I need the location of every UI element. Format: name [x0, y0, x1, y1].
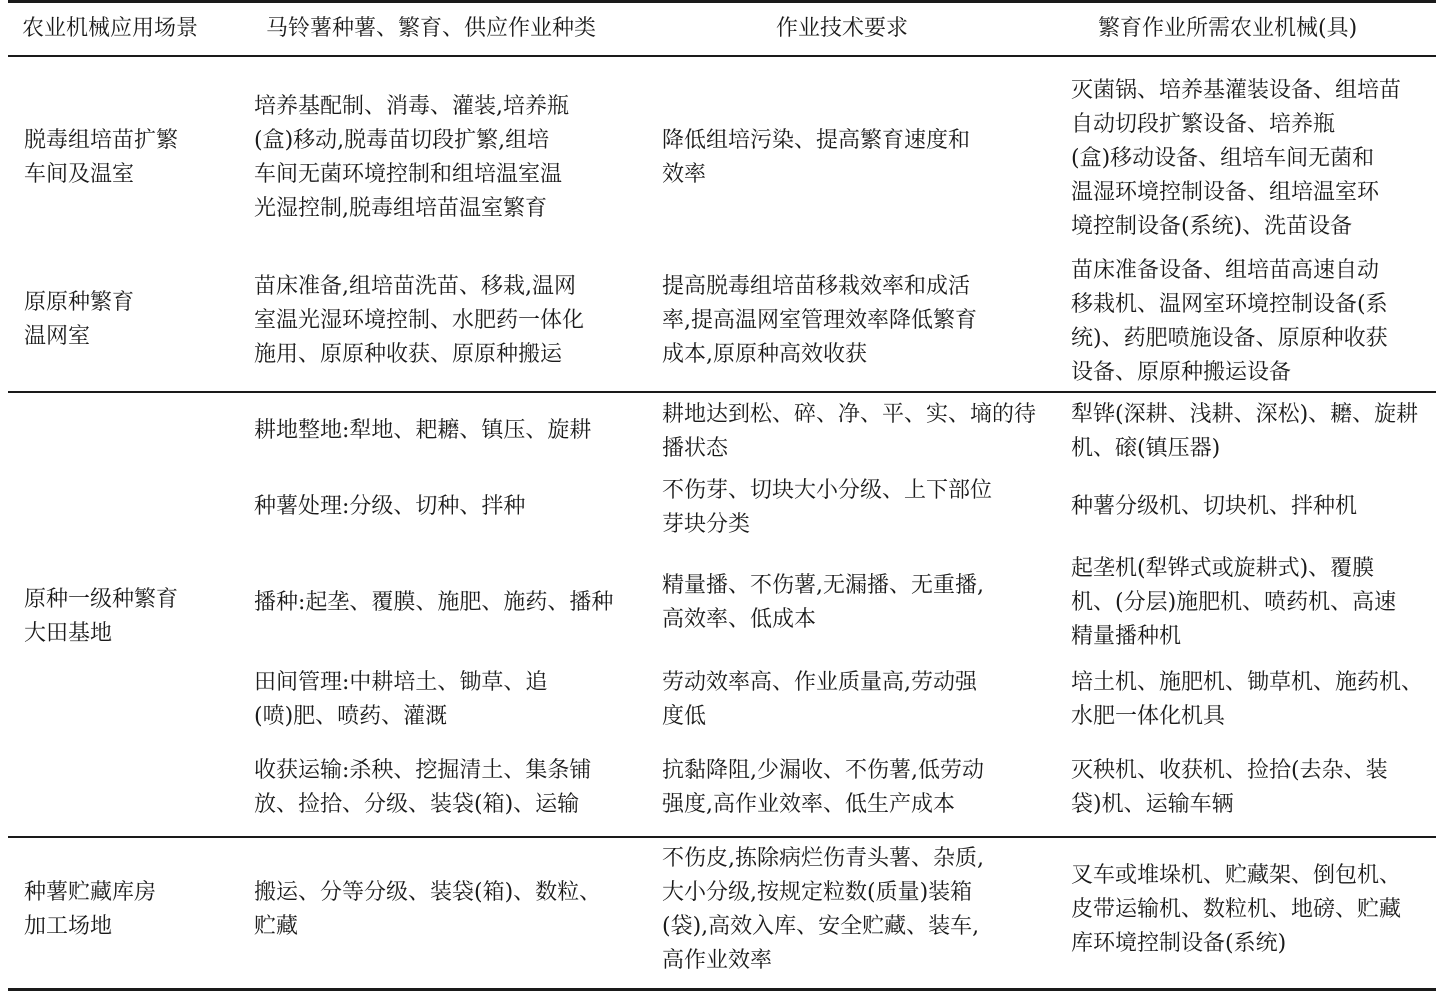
requirement-cell: 精量播、不伤薯,无漏播、无重播, 高效率、低成本 [662, 573, 984, 632]
header-machinery: 繁育作业所需农业机械(具) [1098, 16, 1358, 41]
operation-cell: 搬运、分等分级、装袋(箱)、数粒、 贮藏 [254, 880, 602, 939]
scene-cell: 原原种繁育 温网室 [24, 290, 135, 349]
requirement-cell: 耕地达到松、碎、净、平、实、墒的待 播状态 [662, 402, 1037, 461]
machinery-cell: 叉车或堆垛机、贮藏架、倒包机、 皮带运输机、数粒机、地磅、贮藏 库环境控制设备(系统) [1071, 863, 1402, 956]
operation-cell: 播种:起垄、覆膜、施肥、施药、播种 [254, 590, 614, 615]
machinery-cell: 起垄机(犁铧式或旋耕式)、覆膜 机、(分层)施肥机、喷药机、高速 精量播种机 [1071, 556, 1397, 649]
header-requirement: 作业技术要求 [776, 16, 909, 41]
machinery-cell: 灭菌锅、培养基灌装设备、组培苗 自动切段扩繁设备、培养瓶 (盒)移动设备、组培车间无菌和 温湿环境控制设备、组培温室环 境控制设备(系统)、洗苗设备 [1071, 78, 1402, 239]
requirement-cell: 降低组培污染、提高繁育速度和 效率 [662, 128, 971, 187]
machinery-cell: 培土机、施肥机、锄草机、施药机、 水肥一体化机具 [1071, 670, 1424, 729]
machinery-cell: 种薯分级机、切块机、拌种机 [1071, 494, 1358, 519]
table-bottom-rule [8, 988, 1436, 991]
requirement-cell: 不伤芽、切块大小分级、上下部位 芽块分类 [662, 478, 993, 537]
header-operation: 马铃薯种薯、繁育、供应作业种类 [266, 16, 597, 41]
requirement-cell: 提高脱毒组培苗移栽效率和成活 率,提高温网室管理效率降低繁育 成本,原原种高效收获 [662, 274, 977, 367]
scene-cell: 种薯贮藏库房 加工场地 [24, 880, 157, 939]
requirement-cell: 不伤皮,拣除病烂伤青头薯、杂质, 大小分级,按规定粒数(质量)装箱 (袋),高效入库、安全贮藏、装车, 高作业效率 [662, 846, 984, 973]
table-top-rule [8, 0, 1436, 3]
scene-cell: 原种一级种繁育 大田基地 [24, 587, 179, 646]
requirement-cell: 抗黏降阻,少漏收、不伤薯,低劳动 强度,高作业效率、低生产成本 [662, 758, 984, 817]
machinery-cell: 苗床准备设备、组培苗高速自动 移栽机、温网室环境控制设备(系 统)、药肥喷施设备、原原种收获 设备、原原种搬运设备 [1071, 258, 1388, 385]
section-rule [8, 836, 1436, 838]
header-rule [8, 55, 1436, 57]
operation-cell: 收获运输:杀秧、挖掘清土、集条铺 放、捡拾、分级、装袋(箱)、运输 [254, 758, 592, 817]
operation-cell: 种薯处理:分级、切种、拌种 [254, 494, 526, 519]
section-rule [8, 391, 1436, 393]
machinery-cell: 犁铧(深耕、浅耕、深松)、耱、旋耕 机、磙(镇压器) [1071, 402, 1419, 461]
operation-cell: 苗床准备,组培苗洗苗、移栽,温网 室温光湿环境控制、水肥药一体化 施用、原原种收获、原原种搬运 [254, 274, 585, 367]
operation-cell: 培养基配制、消毒、灌装,培养瓶 (盒)移动,脱毒苗切段扩繁,组培 车间无菌环境控制和组培温室温 光湿控制,脱毒组培苗温室繁育 [254, 94, 569, 221]
requirement-cell: 劳动效率高、作业质量高,劳动强 度低 [662, 670, 977, 729]
scene-cell: 脱毒组培苗扩繁 车间及温室 [24, 128, 179, 187]
machinery-cell: 灭秧机、收获机、捡拾(去杂、装 袋)机、运输车辆 [1071, 758, 1388, 817]
operation-cell: 田间管理:中耕培土、锄草、追 (喷)肥、喷药、灌溉 [254, 670, 548, 729]
header-scene: 农业机械应用场景 [22, 16, 199, 41]
operation-cell: 耕地整地:犁地、耙耱、镇压、旋耕 [254, 418, 592, 443]
